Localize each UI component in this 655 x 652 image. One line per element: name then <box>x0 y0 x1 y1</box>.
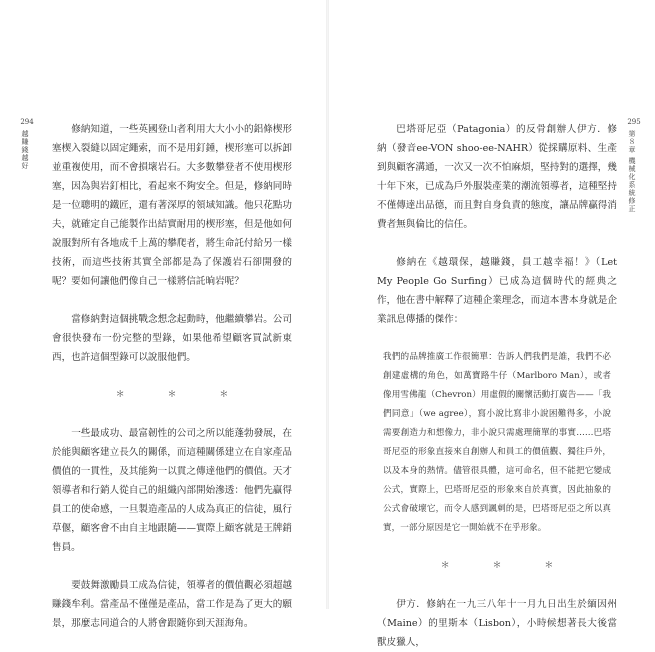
left-text-column <box>52 120 292 633</box>
right-text-column <box>377 120 617 652</box>
left-page-number: 294 <box>20 118 34 126</box>
left-running-head <box>20 118 34 170</box>
left-paragraph-3: 一些最成功、最富韌性的公司之所以能蓬勃發展，在於能與顧客建立長久的關係，而這種關係建立在自家產品價值的一貫性，及其能夠一以貫之傳達他們的價值。天才領導者和行銷人從自己的組織內部開始滲透：他們先贏得員工的使命感，一旦製造產品的人成為真正的信徒，風行草偃，顧客會不由自主地跟隨——實際上顧客就是王牌銷售員。 <box>52 428 292 553</box>
right-paragraph-3: 伊方．修納在一九三八年十一月九日出生於緬因州（Maine）的里斯本（Lisbon），小時候想著長大後當獸皮獵人， <box>377 599 617 648</box>
right-running-head <box>627 118 641 213</box>
section-separator: ＊ ＊ ＊ <box>115 390 249 400</box>
section-separator: ＊ ＊ ＊ <box>440 561 574 571</box>
chapter-label: 第８章 <box>628 130 636 154</box>
left-paragraph-2: 當修納對這個挑戰念想念起動時，他繼續攀岩。公司會很快發布一份完整的型錄，如果他希望顧客買試新東西，也許這個型錄可以說服他們。 <box>52 314 292 363</box>
left-page <box>0 0 326 629</box>
right-page <box>329 0 655 648</box>
right-running-title: 機械化系統修正 <box>628 157 636 213</box>
block-quote: 我們的品牌推廣工作很簡單：告訴人們我們是誰，我們不必創建虛構的角色，如萬寶路牛仔（Marlboro Man），或者像用雪佛龍（Chevron）用虛假的關懷活動打廣告——「我們同意」（we agree），寫小說比寫非小說困難得多，小說需要創造力和想像力，非小說只需處理簡單的事實……巴塔哥尼亞的形象直接來自創辦人和員工的價值觀、獨往戶外，以及本身的熱情。儘管很具體，這可命名，但不能把它變成公式，實際上，巴塔哥尼亞的形象來自於真實，因此抽象的公式會破壞它，而令人感到諷刺的是，巴塔哥尼亞之所以真實，一部分原因是它一開始就不在乎形象。 <box>383 352 611 533</box>
left-paragraph-1: 修納知道，一些英國登山者利用大大小小的鋁條楔形塞楔入裂縫以固定繩索，而不是用釘錘，楔形塞可以拆卸並重複使用，而不會損壞岩石。大多數攀登者不使用楔形塞，因為與岩釘相比，看起來不夠安全。但是，修納同時是一位聰明的鐵匠，還有著深厚的領域知識。他只花點功夫，就確定自己能製作出結實耐用的楔形塞，但是他如何說服對所有各地成千上萬的攀爬者，將生命託付給另一樣技術，而這些技術其實全部都是為了保護岩石卻開發的呢？要如何讓他們像自己一樣將信託晌岩呢？ <box>52 124 292 287</box>
left-running-title: 越賺錢越好 <box>21 130 29 170</box>
right-paragraph-2: 修納在《越環保，越賺錢，員工越幸福！》（Let My People Go Surfing）已成為這個時代的經典之作，他在書中解釋了這種企業理念，而這本書本身就是企業訊息傳播的傑作： <box>377 257 617 325</box>
right-paragraph-1: 巴塔哥尼亞（Patagonia）的反骨創辦人伊方．修納（發音ee-VON shoo-ee-NAHR）從採購原料、生產到與顧客溝通，一次又一次不怕麻煩，堅持對的選擇，幾十年下來，已成為戶外服裝產業的潮流領導者，這種堅持不僅傳達出品德，而且對自身負責的態度，讓品牌贏得消費者無與倫比的信任。 <box>377 124 617 230</box>
right-page-number: 295 <box>627 118 641 126</box>
left-paragraph-4: 要鼓舞激勵員工成為信徒，領導者的價值觀必須超越賺錢牟利。當產品不僅僅是產品，當工作是為了更大的願景，那麼志同道合的人將會跟隨你到天涯海角。 <box>52 580 292 629</box>
